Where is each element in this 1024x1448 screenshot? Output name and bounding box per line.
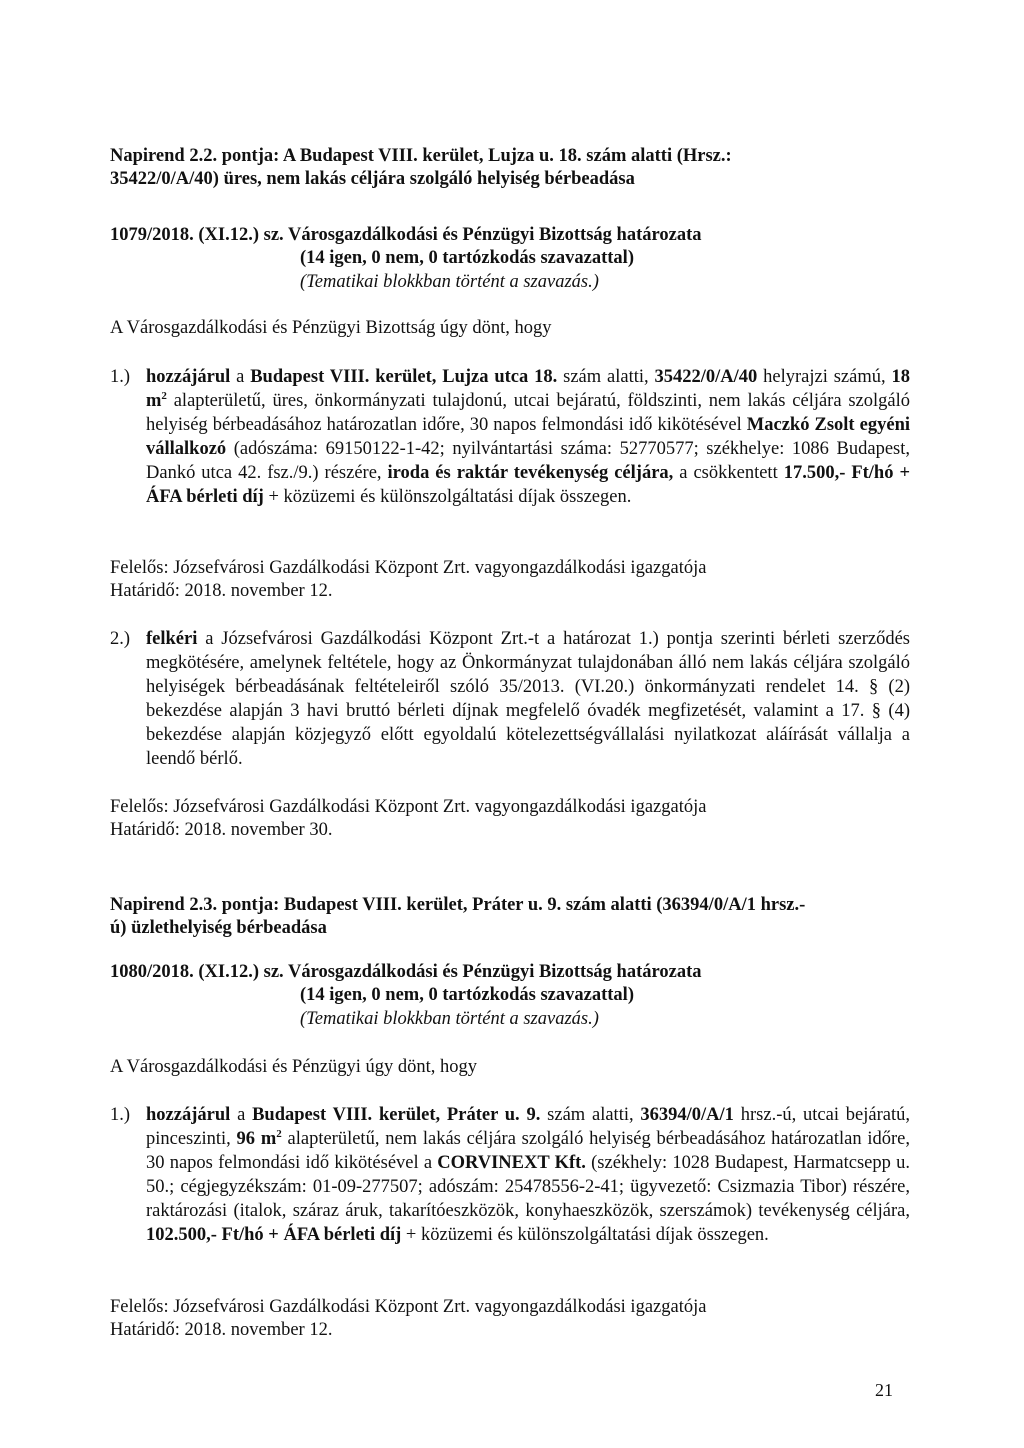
- decision-intro: A Városgazdálkodási és Pénzügyi úgy dönt, hogy: [110, 1057, 478, 1077]
- decision-number: 1080/2018. (XI.12.) sz.: [110, 962, 284, 982]
- item-number: 1.): [110, 367, 131, 387]
- decision-title-line: [110, 224, 910, 247]
- responsible-party: Felelős: Józsefvárosi Gazdálkodási Központ Zrt. vagyongazdálkodási igazgatója: [110, 558, 707, 578]
- decision-item-1: [110, 365, 910, 509]
- vote-count: (14 igen, 0 nem, 0 tartózkodás szavazattal): [300, 248, 634, 269]
- decision-title: Városgazdálkodási és Pénzügyi Bizottság határozata: [287, 962, 702, 982]
- decision-item-1: [110, 1103, 910, 1247]
- deadline: Határidő: 2018. november 12.: [110, 581, 333, 602]
- agenda-heading-2-2: [110, 145, 910, 192]
- decision-item-2: [110, 627, 910, 771]
- agenda-heading-2-3: [110, 894, 910, 941]
- heading-line: 35422/0/A/40) üres, nem lakás céljára szolgáló helyiség bérbeadása: [110, 169, 635, 190]
- heading-line: Napirend 2.2. pontja: A Budapest VIII. kerület, Lujza u. 18. szám alatti (Hrsz.:: [110, 146, 732, 166]
- decision-title: Városgazdálkodási és Pénzügyi Bizottság határozata: [287, 225, 702, 245]
- decision-number: 1079/2018. (XI.12.) sz.: [110, 225, 284, 245]
- deadline: Határidő: 2018. november 30.: [110, 820, 333, 841]
- decision-header-1079: [110, 224, 910, 294]
- responsibility-block: [110, 557, 910, 604]
- heading-line: Napirend 2.3. pontja: Budapest VIII. kerület, Práter u. 9. szám alatti (36394/0/A/1 hrsz.-: [110, 895, 806, 915]
- responsible-party: Felelős: Józsefvárosi Gazdálkodási Központ Zrt. vagyongazdálkodási igazgatója: [110, 1297, 707, 1317]
- item-text: felkéri a Józsefvárosi Gazdálkodási Központ Zrt.-t a határozat 1.) pontja szerinti bérleti szerződés megkötésére, amelynek feltétele, hogy az Önkormányzat tulajdonában álló nem lakás céljára szolgáló helyiségek bérbeadásának feltételeiről szóló 35/2013. (VI.20.) önkormányzati rendelet 14. § (2) bekezdése alapján 3 havi bruttó bérleti díjnak megfelelő óvadék megfizetését, valamint a 17. § (4) bekezdése alapján közjegyző előtt egyoldalú kötelezettségvállalási nyilatkozat aláírását vállalja a leendő bérlő.: [146, 629, 910, 769]
- voting-note: (Tematikai blokkban történt a szavazás.): [300, 271, 599, 292]
- heading-line: ú) üzlethelyiség bérbeadása: [110, 918, 327, 939]
- decision-intro: A Városgazdálkodási és Pénzügyi Bizottság úgy dönt, hogy: [110, 318, 552, 338]
- responsible-party: Felelős: Józsefvárosi Gazdálkodási Központ Zrt. vagyongazdálkodási igazgatója: [110, 797, 707, 817]
- deadline: Határidő: 2018. november 12.: [110, 1320, 333, 1341]
- responsibility-block: [110, 1296, 910, 1343]
- item-text: hozzájárul a Budapest VIII. kerület, Práter u. 9. szám alatti, 36394/0/A/1 hrsz.-ú, utcai bejáratú, pinceszinti, 96 $m^2$ alapterületű, nem lakás céljára szolgáló helyiség bérbeadásához határozatlan időre, 30 napos felmondási idő kikötésével a CORVINEXT Kft. (székhely: 1028 Budapest, Harmatcsepp u. 50.; cégjegyzékszám: 01-09-277507; adószám: 25478556-2-41; ügyvezető: Csizmazia Tibor) részére, raktározási (italok, száraz áruk, takarítóeszközök, konyhaeszközök, szerszámok) tevékenység céljára, 102.500,- Ft/hó + ÁFA bérleti díj + közüzemi és különszolgáltatási díjak összegen.: [146, 1105, 910, 1245]
- voting-note: (Tematikai blokkban történt a szavazás.): [300, 1008, 599, 1029]
- decision-header-1080: [110, 961, 910, 1031]
- decision-title-line: [110, 961, 910, 984]
- item-number: 1.): [110, 1105, 131, 1125]
- item-number: 2.): [110, 629, 131, 649]
- responsibility-block: [110, 796, 910, 843]
- item-text: hozzájárul a Budapest VIII. kerület, Lujza utca 18. szám alatti, 35422/0/A/40 helyrajzi számú, 18 $m^2$ alapterületű, üres, önkormányzati tulajdonú, utcai bejáratú, földszinti, nem lakás céljára szolgáló helyiség bérbeadásához határozatlan időre, 30 napos felmondási idő kikötésével Maczkó Zsolt egyéni vállalkozó (adószáma: 69150122-1-42; nyilvántartási száma: 52770577; székhelye: 1086 Budapest, Dankó utca 42. fsz./9.) részére, iroda és raktár tevékenység céljára, a csökkentett 17.500,- Ft/hó + ÁFA bérleti díj + közüzemi és különszolgáltatási díjak összegen.: [146, 367, 910, 507]
- page-number: 21: [875, 1380, 893, 1400]
- vote-count: (14 igen, 0 nem, 0 tartózkodás szavazattal): [300, 985, 634, 1006]
